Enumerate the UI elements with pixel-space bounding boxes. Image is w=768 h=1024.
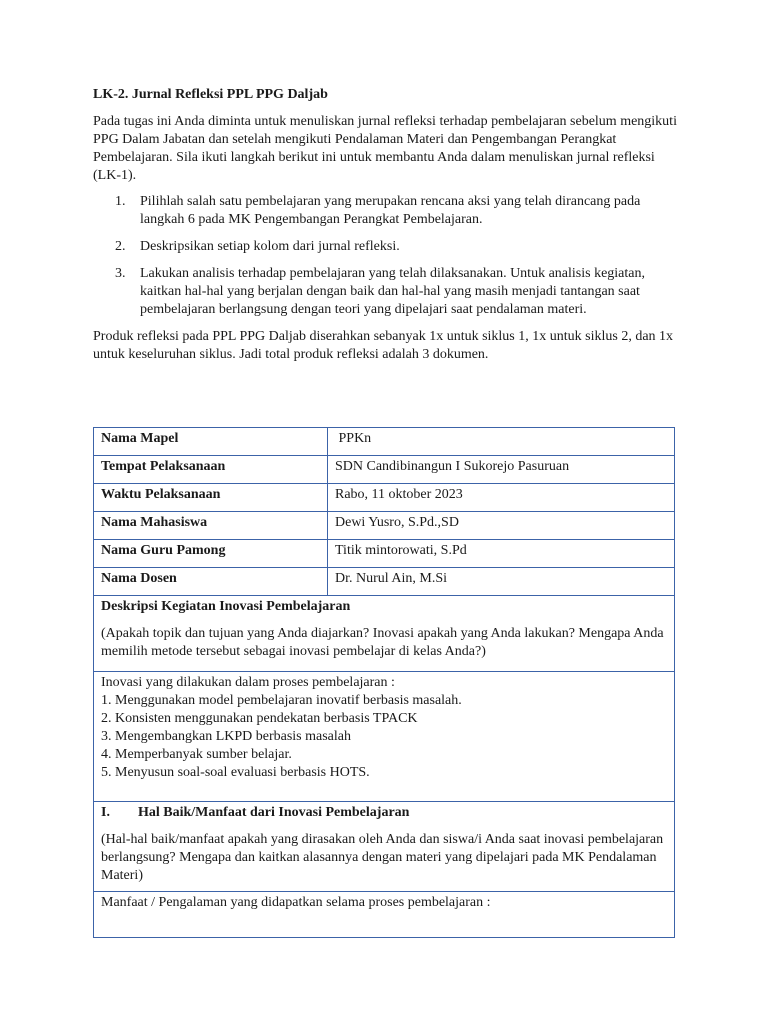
document-title: LK-2. Jurnal Refleksi PPL PPG Daljab <box>93 87 328 102</box>
step-text: Pilihlah salah satu pembelajaran yang merupakan rencana aksi yang telah dirancang pada langkah 6 pada MK Pengembangan Perangkat Pembelajaran. <box>140 194 641 227</box>
row-label: Nama Mapel <box>94 428 328 456</box>
deskripsi-cell <box>94 596 675 672</box>
row-label: Waktu Pelaksanaan <box>94 484 328 512</box>
table-row <box>94 892 675 938</box>
deskripsi-heading: Deskripsi Kegiatan Inovasi Pembelajaran <box>101 599 351 614</box>
answer-intro: Inovasi yang dilakukan dalam proses pembelajaran : <box>101 675 395 690</box>
section-number: I. <box>101 805 110 820</box>
table-row <box>94 540 675 568</box>
row-value: PPKn <box>328 428 675 456</box>
step-number: 1. <box>115 194 126 209</box>
table-row <box>94 484 675 512</box>
list-item: 3. Mengembangkan LKPD berbasis masalah <box>101 729 351 744</box>
row-value: Dr. Nurul Ain, M.Si <box>328 568 675 596</box>
closing-paragraph: Produk refleksi pada PPL PPG Daljab diserahkan sebanyak 1x untuk siklus 1, 1x untuk siklus 2, dan 1x untuk keseluruhan siklus. Jadi total produk refleksi adalah 3 dokumen. <box>93 329 674 362</box>
hal-baik-answer: Manfaat / Pengalaman yang didapatkan selama proses pembelajaran : <box>101 895 491 910</box>
section-title: Hal Baik/Manfaat dari Inovasi Pembelajaran <box>138 805 410 820</box>
list-item: 1. Menggunakan model pembelajaran inovatif berbasis masalah. <box>101 693 462 708</box>
list-item: 2. Konsisten menggunakan pendekatan berbasis TPACK <box>101 711 418 726</box>
table-row <box>94 802 675 892</box>
step-text: Lakukan analisis terhadap pembelajaran yang telah dilaksanakan. Untuk analisis kegiatan, kaitkan hal-hal yang berjalan dengan baik dan hal-hal yang masih menjadi tantangan saat pembelajaran berlangsung dengan teori yang dipelajari saat pendalaman materi. <box>140 266 645 317</box>
steps-list <box>93 193 678 319</box>
row-label: Nama Guru Pamong <box>94 540 328 568</box>
deskripsi-question: (Apakah topik dan tujuan yang Anda diajarkan? Inovasi apakah yang Anda lakukan? Mengapa Anda memilih metode tersebut sebagai inovasi pembelajar di kelas Anda?) <box>101 626 664 659</box>
row-value: SDN Candibinangun I Sukorejo Pasuruan <box>328 456 675 484</box>
table-row <box>94 596 675 672</box>
table-row <box>94 672 675 802</box>
table-row <box>94 512 675 540</box>
row-value: Titik mintorowati, S.Pd <box>328 540 675 568</box>
hal-baik-answer-cell <box>94 892 675 938</box>
hal-baik-cell <box>94 802 675 892</box>
list-item <box>93 265 678 319</box>
row-label: Tempat Pelaksanaan <box>94 456 328 484</box>
list-item: 4. Memperbanyak sumber belajar. <box>101 747 292 762</box>
row-value: Rabo, 11 oktober 2023 <box>328 484 675 512</box>
intro-paragraph: Pada tugas ini Anda diminta untuk menuliskan jurnal refleksi terhadap pembelajaran sebelum mengikuti PPG Dalam Jabatan dan setelah mengikuti Pendalaman Materi dan Pengembangan Perangkat Pembelajaran. Sila ikuti langkah berikut ini untuk membantu Anda dalam menuliskan jurnal refleksi (LK-1). <box>93 114 677 183</box>
step-number: 2. <box>115 239 126 254</box>
reflection-table <box>93 427 675 938</box>
step-number: 3. <box>115 266 126 281</box>
deskripsi-answer <box>101 674 667 782</box>
row-value: Dewi Yusro, S.Pd.,SD <box>328 512 675 540</box>
hal-baik-question: (Hal-hal baik/manfaat apakah yang dirasakan oleh Anda dan siswa/i Anda saat inovasi pembelajaran berlangsung? Mengapa dan kaitkan alasannya dengan materi yang dipelajari pada MK Pendalaman Materi) <box>101 832 664 883</box>
document-body <box>93 86 678 364</box>
step-text: Deskripsikan setiap kolom dari jurnal refleksi. <box>140 239 400 254</box>
deskripsi-answer-cell <box>94 672 675 802</box>
table-row <box>94 456 675 484</box>
row-label: Nama Mahasiswa <box>94 512 328 540</box>
list-item <box>93 238 678 256</box>
row-label: Nama Dosen <box>94 568 328 596</box>
table-row <box>94 428 675 456</box>
list-item <box>93 193 678 229</box>
hal-baik-heading <box>101 804 667 822</box>
list-item: 5. Menyusun soal-soal evaluasi berbasis HOTS. <box>101 765 370 780</box>
table-row <box>94 568 675 596</box>
